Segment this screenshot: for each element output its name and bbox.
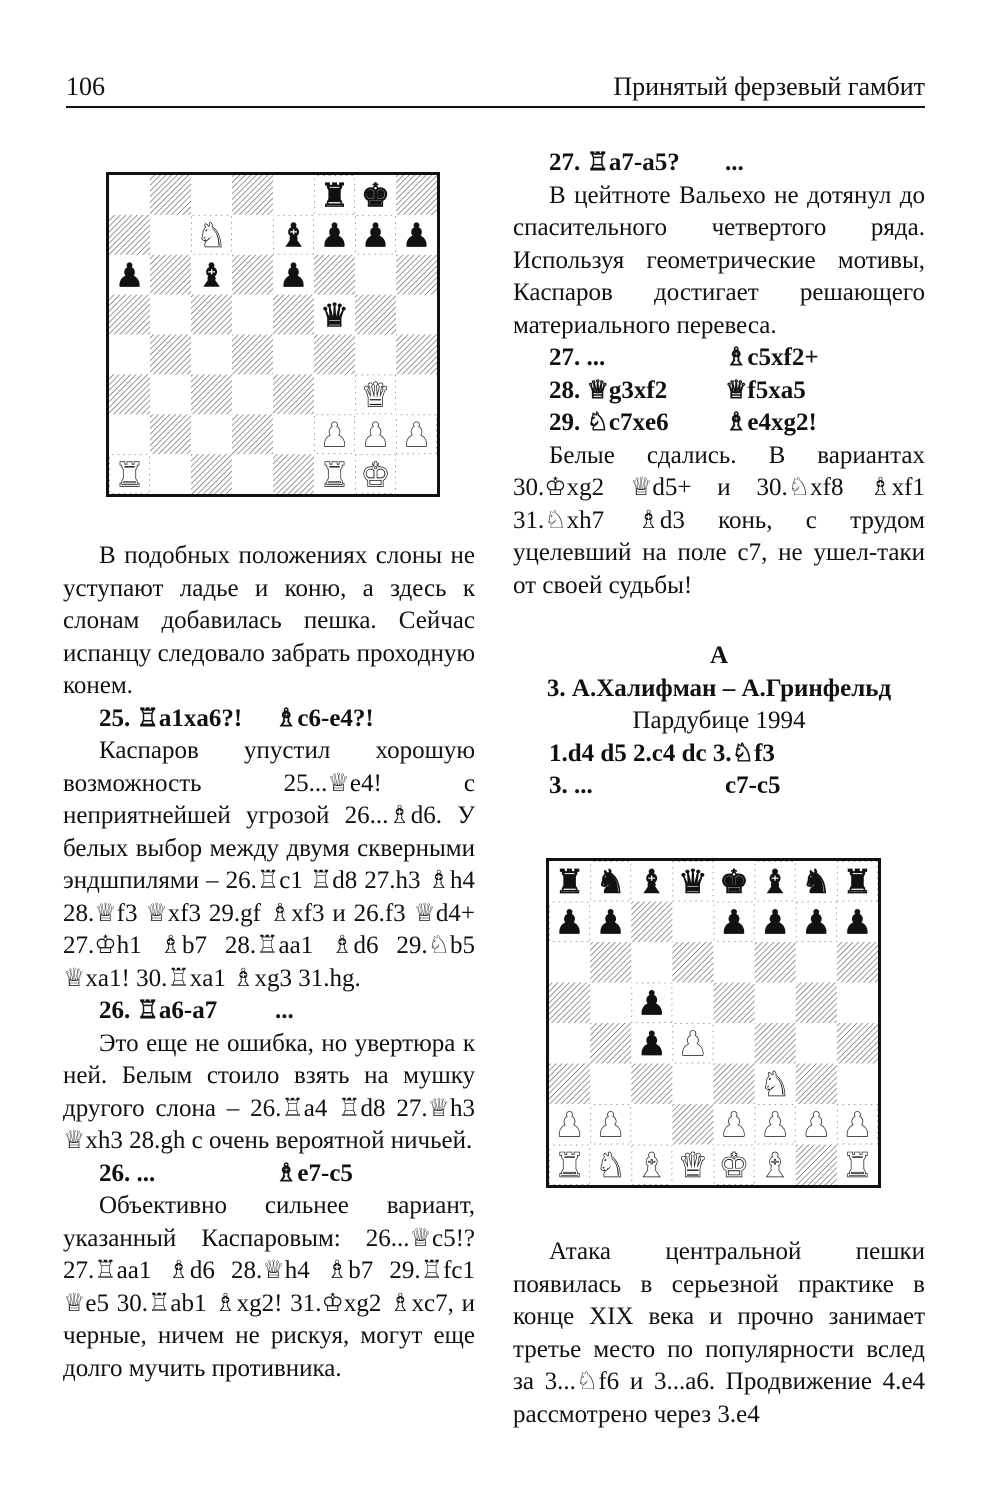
paragraph: В цейтноте Вальехо не дотянул до спасительного четвертого ряда. Используя геометрические мотивы, Каспаров достигает решающего материального перевеса. <box>513 181 925 339</box>
white-rook-icon: ♜ <box>842 1145 873 1185</box>
dark-square <box>150 335 192 375</box>
move-line <box>513 407 925 440</box>
move-black: c7-c5 <box>725 772 781 799</box>
light-square <box>672 902 714 943</box>
light-square <box>672 983 714 1024</box>
white-rook-icon: ♜ <box>554 1145 585 1185</box>
light-square <box>273 335 315 375</box>
white-pawn-icon: ♟ <box>719 1105 749 1145</box>
light-square <box>191 175 233 215</box>
black-pawn-icon: ♟ <box>319 216 350 255</box>
black-pawn-icon: ♟ <box>360 216 391 255</box>
light-square <box>837 983 878 1024</box>
white-queen-icon: ♛ <box>678 1145 708 1185</box>
move-black: ♗c6-e4?! <box>275 704 374 732</box>
dark-square <box>273 295 315 335</box>
black-pawn-icon: ♟ <box>801 902 832 942</box>
white-knight-icon: ♞ <box>595 1145 626 1185</box>
light-square <box>355 335 397 375</box>
light-square <box>232 295 274 335</box>
chess-diagram-2 <box>546 858 881 1188</box>
move-white: 25. ♖a1xa6?! <box>99 704 243 732</box>
move-line <box>513 147 925 180</box>
black-knight-icon: ♞ <box>801 862 832 902</box>
dark-square <box>150 175 192 215</box>
paragraph: Белые сдались. В вариантах 30.♔xg2 ♕d5+ и 30.♘xf8 ♗xf1 31.♘xh7 ♗d3 конь, с трудом уцелевший на поле с7, не ушел-таки от своей судьбы! <box>513 441 925 599</box>
black-pawn-icon: ♟ <box>760 902 791 942</box>
move-white: 3. ... <box>549 772 593 799</box>
paragraph: Каспаров упустил хорошую возможность 25...♕e4! с неприятнейшей угрозой 26...♗d6. У белых выбор между двумя скверными эндшпилями – 26.♖c1 ♖d8 27.h3 ♗h4 28.♕f3 ♕xf3 29.gf ♗xf3 и 26.f3 ♕d4+ 27.♔h1 ♗b7 28.♖aa1 ♗d6 29.♘b5 ♕xa1! 30.♖xa1 ♗xg3 31.hg. <box>63 737 475 992</box>
game-heading: 3. А.Халифман – А.Гринфельд <box>546 674 892 702</box>
light-square <box>672 1064 714 1105</box>
dark-square <box>355 295 397 335</box>
black-rook-icon: ♜ <box>554 862 585 902</box>
white-pawn-icon: ♟ <box>678 1024 708 1064</box>
dark-square <box>232 255 274 295</box>
dark-square <box>109 215 151 255</box>
light-square <box>631 942 673 983</box>
running-title: Принятый ферзевый гамбит <box>613 72 925 101</box>
move-black: ♕f5xa5 <box>725 376 806 404</box>
black-bishop-icon: ♝ <box>636 862 667 902</box>
page-number: 106 <box>66 72 105 101</box>
spacer <box>513 602 925 640</box>
move-black: ... <box>725 149 744 176</box>
black-queen-icon: ♛ <box>319 296 350 335</box>
black-pawn-icon: ♟ <box>636 983 667 1023</box>
dark-square <box>590 1023 632 1064</box>
light-square <box>755 983 797 1024</box>
dark-square <box>150 414 192 454</box>
move-line <box>63 1158 475 1191</box>
move-black: ♗c5xf2+ <box>725 344 819 371</box>
light-square <box>549 1023 591 1064</box>
black-bishop-icon: ♝ <box>760 862 791 902</box>
page-header <box>66 70 925 108</box>
light-square <box>150 454 192 494</box>
white-pawn-icon: ♟ <box>401 415 432 454</box>
game-heading: А <box>709 642 729 669</box>
white-rook-icon: ♜ <box>319 455 350 494</box>
light-square <box>549 942 591 983</box>
dark-square <box>837 942 878 983</box>
light-square <box>590 983 632 1024</box>
light-square <box>273 414 315 454</box>
white-bishop-icon: ♝ <box>760 1145 791 1185</box>
black-bishop-icon: ♝ <box>196 256 227 295</box>
light-square <box>396 374 437 414</box>
dark-square <box>549 983 591 1024</box>
white-king-icon: ♚ <box>719 1145 749 1185</box>
move-line <box>513 342 925 375</box>
dark-square <box>396 175 437 215</box>
light-square <box>232 215 274 255</box>
move-line <box>513 770 925 803</box>
dark-square <box>672 1104 714 1145</box>
light-square <box>232 454 274 494</box>
left-column <box>63 540 475 1385</box>
dark-square <box>549 1064 591 1105</box>
black-queen-icon: ♛ <box>678 862 708 902</box>
dark-square <box>191 295 233 335</box>
opening-moves: 1.d4 d5 2.c4 dc 3.♘f3 <box>549 739 775 767</box>
black-pawn-icon: ♟ <box>401 216 432 255</box>
dark-square <box>796 983 838 1024</box>
move-white: 26. ♖a6-a7 <box>99 997 218 1024</box>
black-pawn-icon: ♟ <box>278 256 309 295</box>
move-white: 26. ... <box>99 1159 156 1187</box>
light-square <box>273 175 315 215</box>
black-king-icon: ♚ <box>360 176 391 215</box>
dark-square <box>631 902 673 943</box>
paragraph: В подобных положениях слоны не уступают ладье и коню, а здесь к слонам добавилась пешка. Сейчас испанцу следовало забрать проходную конем. <box>63 542 475 699</box>
paragraph: Это еще не ошибка, но увертюра к ней. Белым стоило взять на мушку другого слона – 26.♖a4 ♖d8 27.♕h3 ♕xh3 28.gh с очень вероятной ничьей. <box>63 1029 475 1154</box>
dark-square <box>837 1023 878 1064</box>
black-pawn-icon: ♟ <box>114 256 145 295</box>
light-square <box>109 175 151 215</box>
black-pawn-icon: ♟ <box>554 902 585 942</box>
light-square <box>714 1023 756 1064</box>
black-pawn-icon: ♟ <box>636 1024 667 1064</box>
move-white: 28. ♕g3xf2 <box>549 376 668 404</box>
black-pawn-icon: ♟ <box>719 902 749 942</box>
dark-square <box>590 942 632 983</box>
dark-square <box>314 255 356 295</box>
white-pawn-icon: ♟ <box>319 415 350 454</box>
light-square <box>396 295 437 335</box>
black-rook-icon: ♜ <box>842 862 873 902</box>
dark-square <box>755 942 797 983</box>
light-square <box>232 374 274 414</box>
white-pawn-icon: ♟ <box>842 1105 873 1145</box>
dark-square <box>714 1064 756 1105</box>
light-square <box>150 215 192 255</box>
move-white: 29. ♘c7xe6 <box>549 409 669 436</box>
move-black: ♗e4xg2! <box>725 409 817 436</box>
dark-square <box>232 175 274 215</box>
white-pawn-icon: ♟ <box>760 1105 791 1145</box>
white-knight-icon: ♞ <box>196 216 227 255</box>
white-pawn-icon: ♟ <box>801 1105 832 1145</box>
dark-square <box>396 255 437 295</box>
white-queen-icon: ♛ <box>360 376 391 415</box>
light-square <box>796 942 838 983</box>
light-square <box>109 335 151 375</box>
black-bishop-icon: ♝ <box>278 216 309 255</box>
white-king-icon: ♚ <box>360 455 391 494</box>
light-square <box>191 335 233 375</box>
black-rook-icon: ♜ <box>319 176 350 215</box>
dark-square <box>232 414 274 454</box>
dark-square <box>232 335 274 375</box>
black-knight-icon: ♞ <box>595 862 626 902</box>
light-square <box>837 1064 878 1105</box>
white-pawn-icon: ♟ <box>360 415 391 454</box>
light-square <box>150 295 192 335</box>
black-pawn-icon: ♟ <box>842 902 873 942</box>
dark-square <box>796 1145 838 1186</box>
dark-square <box>150 255 192 295</box>
move-white: 27. ♖a7-a5? <box>549 149 680 176</box>
light-square <box>796 1023 838 1064</box>
light-square <box>714 942 756 983</box>
light-square <box>631 1104 673 1145</box>
dark-square <box>191 374 233 414</box>
light-square <box>355 255 397 295</box>
black-king-icon: ♚ <box>719 862 749 902</box>
game-heading: Пардубице 1994 <box>632 707 806 734</box>
dark-square <box>631 1064 673 1105</box>
dark-square <box>109 295 151 335</box>
white-bishop-icon: ♝ <box>636 1145 667 1185</box>
move-black: ♗e7-c5 <box>275 1159 353 1187</box>
dark-square <box>314 335 356 375</box>
dark-square <box>755 1023 797 1064</box>
paragraph: Объективно сильнее вариант, указанный Каспаровым: 26...♕c5!? 27.♖aa1 ♗d6 28.♕h4 ♗b7 29.♖fc1 ♕e5 30.♖ab1 ♗xg2! 31.♔xg2 ♗xc7, и черные, ничем не рискуя, могут еще долго мучить противника. <box>63 1192 475 1382</box>
dark-square <box>273 454 315 494</box>
dark-square <box>672 942 714 983</box>
light-square <box>314 374 356 414</box>
dark-square <box>273 374 315 414</box>
black-pawn-icon: ♟ <box>595 902 626 942</box>
dark-square <box>109 374 151 414</box>
light-square <box>590 1064 632 1105</box>
right-column <box>513 147 925 803</box>
dark-square <box>396 335 437 375</box>
chess-diagram-1 <box>106 172 440 497</box>
white-pawn-icon: ♟ <box>595 1105 626 1145</box>
white-knight-icon: ♞ <box>760 1064 791 1104</box>
right-column-bottom <box>513 1236 925 1431</box>
move-line <box>63 995 475 1028</box>
dark-square <box>796 1064 838 1105</box>
move-black: ... <box>275 997 294 1024</box>
light-square <box>109 414 151 454</box>
light-square <box>396 454 437 494</box>
white-rook-icon: ♜ <box>114 455 145 494</box>
dark-square <box>191 454 233 494</box>
light-square <box>150 374 192 414</box>
move-line <box>63 703 475 736</box>
move-line <box>513 375 925 408</box>
move-white: 27. ... <box>549 344 606 371</box>
paragraph: Атака центральной пешки появилась в серьезной практике в конце XIX века и прочно занимает третье место по популярности вслед за 3...♘f6 и 3...a6. Продвижение 4.e4 рассмотрено через 3.e4 <box>513 1238 925 1428</box>
light-square <box>191 414 233 454</box>
white-pawn-icon: ♟ <box>554 1105 585 1145</box>
dark-square <box>714 983 756 1024</box>
